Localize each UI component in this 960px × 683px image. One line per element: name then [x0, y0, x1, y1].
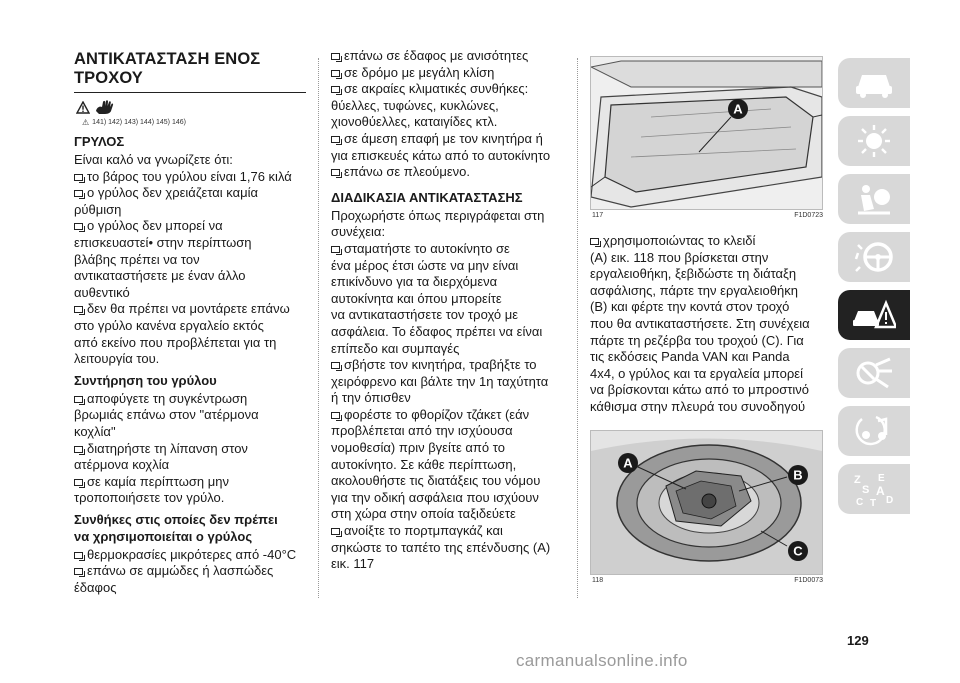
- list-item: ανοίξτε το πορτμπαγκάζ και σηκώστε το ταπέτο της επένδυσης (A) εικ. 117: [331, 523, 551, 572]
- caution-references: ⚠ 141) 142) 143) 144) 145) 146): [82, 118, 186, 127]
- warning-symbols: [76, 99, 306, 115]
- steering-icon: [852, 239, 896, 275]
- bullet-square-icon: [331, 53, 340, 60]
- list-item: το βάρος του γρύλου είναι 1,76 κιλά: [74, 169, 306, 186]
- column-divider: [577, 58, 578, 598]
- bullet-square-icon: [74, 306, 83, 313]
- watermark: carmanualsonline.info: [516, 651, 688, 670]
- list-item: σβήστε τον κινητήρα, τραβήξτε το χειρόφρενο και βάλτε την 1η ταχύτητα ή την όπισθεν: [331, 357, 549, 406]
- list-item: σταματήστε το αυτοκίνητο σε ένα μέρος έτσι ώστε να μην είναι επικίνδυνο για τα διερχόμενα αυτοκίνητα και όπου μπορείτε να αντικαταστήσετε τον τροχό με ασφάλεια. Το έδαφος πρέπει να είναι επίπεδο και συμπαγές: [331, 240, 543, 356]
- svg-text:T: T: [870, 498, 877, 507]
- tab-driving[interactable]: [838, 232, 910, 282]
- list-item: επάνω σε έδαφος με ανισότητες: [331, 48, 567, 65]
- bullet-square-icon: [74, 190, 83, 197]
- label-c: C: [793, 543, 803, 559]
- tab-safety[interactable]: [838, 174, 910, 224]
- bullet-square-icon: [331, 412, 340, 419]
- jack-intro: Είναι καλό να γνωρίζετε ότι:: [74, 152, 233, 167]
- bullet-square-icon: [74, 223, 83, 230]
- airbag-icon: [852, 181, 896, 217]
- warning-triangle-icon: [76, 101, 90, 114]
- tab-index[interactable]: [838, 464, 910, 514]
- bullet-square-icon: [74, 446, 83, 453]
- figure-118: [590, 430, 823, 575]
- bullet-square-icon: [74, 396, 83, 403]
- svg-text:Z: Z: [854, 474, 861, 486]
- svg-text:S: S: [862, 484, 870, 496]
- chapter-tabs: [838, 58, 910, 522]
- multimedia-icon: [852, 413, 896, 449]
- svg-text:C: C: [856, 497, 864, 507]
- list-item: σε άμεση επαφή με τον κινητήρα ή για επισκευές κάτω από το αυτοκίνητο: [331, 130, 551, 163]
- bullet-square-icon: [331, 86, 340, 93]
- column-1: [74, 50, 306, 597]
- list-item: επάνω σε αμμώδες ή λασπώδες έδαφος: [74, 563, 274, 596]
- figure-117: [590, 56, 823, 210]
- list-item: δεν θα πρέπει να μοντάρετε επάνω στο γρύλο κανένα εργαλείο εκτός από εκείνο που προβλέπεται για τη λειτουργία του.: [74, 301, 290, 367]
- svg-text:A: A: [876, 484, 885, 498]
- lights-icon: [852, 123, 896, 159]
- index-letters-icon: [852, 471, 896, 507]
- svg-text:E: E: [878, 473, 885, 484]
- procedure-intro: Προχωρήστε όπως περιγράφεται στη συνέχεια:: [331, 207, 545, 240]
- bullet-square-icon: [590, 238, 599, 245]
- bullet-square-icon: [74, 479, 83, 486]
- column-2: [331, 48, 567, 573]
- bullet-square-icon: [331, 362, 340, 369]
- bullet-square-icon: [74, 174, 83, 181]
- section-title: ΑΝΤΙΚΑΤΑΣΤΑΣΗ ΕΝΟΣ ΤΡΟΧΟΥ: [74, 50, 261, 87]
- bullet-square-icon: [331, 246, 340, 253]
- label-a: A: [623, 455, 633, 471]
- tab-dashboard[interactable]: [838, 58, 910, 108]
- tab-multimedia[interactable]: [838, 406, 910, 456]
- tab-lights[interactable]: [838, 116, 910, 166]
- list-item: σε καμία περίπτωση μην τροποποιήσετε τον γρύλο.: [74, 473, 229, 506]
- service-wrench-icon: [852, 355, 896, 391]
- list-item: σε ακραίες κλιματικές συνθήκες: θύελλες, τυφώνες, κυκλώνες, χιονοθύελλες, καταιγίδες κτλ.: [331, 81, 529, 130]
- bullet-square-icon: [331, 70, 340, 77]
- figure-caption: 117 F1D0723: [592, 212, 823, 219]
- breakdown-warning-icon: [852, 297, 896, 333]
- warning-triangle-small-icon: ⚠: [82, 118, 90, 127]
- maintenance-heading: Συντήρηση του γρύλου: [74, 372, 217, 388]
- svg-text:D: D: [886, 495, 894, 506]
- title-rule: [74, 92, 306, 93]
- bullet-square-icon: [331, 528, 340, 535]
- procedure-heading: ΔΙΑΔΙΚΑΣΙΑ ΑΝΤΙΚΑΤΑΣΤΑΣΗΣ: [331, 189, 523, 205]
- figure-caption: 118 F1D0073: [592, 576, 823, 584]
- spare-wheel-illustration: [591, 431, 822, 574]
- label-b: B: [793, 467, 803, 483]
- list-item: διατηρήστε τη λίπανση στον ατέρμονα κοχλία: [74, 440, 248, 473]
- bullet-square-icon: [331, 136, 340, 143]
- list-item: ο γρύλος δεν χρειάζεται καμία ρύθμιση: [74, 185, 259, 217]
- jack-heading: ΓΡΥΛΟΣ: [74, 134, 125, 149]
- column-3: [590, 56, 823, 584]
- bullet-square-icon: [74, 568, 83, 575]
- list-item: φορέστε το φθορίζον τζάκετ (εάν προβλέπεται από την ισχύουσα νομοθεσία) πριν βγείτε από το αυτοκίνητο. Σε κάθε περίπτωση, ακολουθήστε τις διατάξεις του νόμου για την οδική ασφάλεια που ισχύουν στη χώρα στην οποία ταξιδεύετε: [331, 406, 541, 522]
- bullet-square-icon: [74, 552, 83, 559]
- hand-icon: [94, 99, 118, 115]
- tab-emergency[interactable]: [838, 290, 910, 340]
- list-item: σε δρόμο με μεγάλη κλίση: [331, 65, 567, 82]
- trunk-floor-illustration: [591, 57, 822, 209]
- label-a: A: [733, 101, 743, 117]
- page-number: 129: [847, 633, 869, 648]
- conditions-heading: Συνθήκες στις οποίες δεν πρέπει να χρησιμοποιείται ο γρύλος: [74, 511, 278, 544]
- bullet-square-icon: [331, 169, 340, 176]
- tab-service[interactable]: [838, 348, 910, 398]
- step-text: χρησιμοποιώντας το κλειδί (A) εικ. 118 που βρίσκεται στην εργαλειοθήκη, ξεβιδώστε τη διάταξη ασφάλισης, πάρτε την εργαλειοθήκη (B) και φέρτε την κοντά στον τροχό που θα αντικαταστήσετε. Στη συνέχεια πάρτε τη ρεζέρβα του τροχού (C). Για τις εκδόσεις Panda VAN και Panda 4x4, ο γρύλος και τα εργαλεία μπορεί να βρίσκονται κάτω από το μπροστινό κάθισμα στην πλευρά του συνοδηγού: [590, 233, 810, 414]
- list-item: ο γρύλος δεν μπορεί να επισκευαστεί• στην περίπτωση βλάβης πρέπει να τον αντικαταστήσετε με έναν άλλο αυθεντικό: [74, 218, 252, 300]
- list-item: επάνω σε πλεούμενο.: [331, 164, 567, 181]
- list-item: θερμοκρασίες μικρότερες από -40°C: [74, 547, 306, 564]
- car-dashboard-icon: [852, 65, 896, 101]
- column-divider: [318, 58, 319, 598]
- list-item: αποφύγετε τη συγκέντρωση βρωμιάς επάνω στον "ατέρμονα κοχλία": [74, 390, 259, 439]
